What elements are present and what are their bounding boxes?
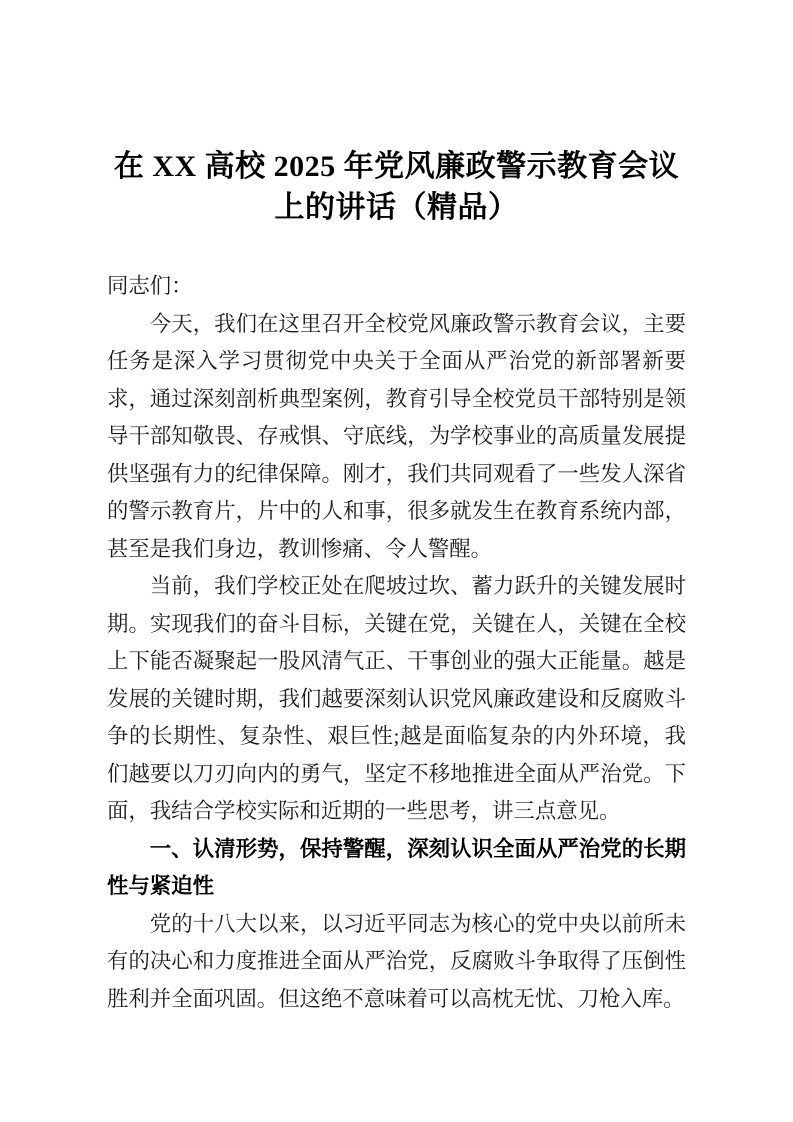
paragraph: 今天，我们在这里召开全校党风廉政警示教育会议，主要任务是深入学习贯彻党中央关于全面从严治党的新部署新要求，通过深刻剖析典型案例，教育引导全校党员干部特别是领导干部知敬畏、存戒惧、守底线，为学校事业的高质量发展提供坚强有力的纪律保障。刚才，我们共同观看了一些发人深省的警示教育片，片中的人和事，很多就发生在教育系统内部，甚至是我们身边，教训惨痛、令人警醒。: [107, 311, 686, 561]
document-title-line-1: 在 XX 高校 2025 年党风廉政警示教育会议: [113, 150, 680, 183]
paragraph: 当前，我们学校正处在爬坡过坎、蓄力跃升的关键发展时期。实现我们的奋斗目标，关键在党，关键在人，关键在全校上下能否凝聚起一股风清气正、干事创业的强大正能量。越是发展的关键时期，我们越要深刻认识党风廉政建设和反腐败斗争的长期性、复杂性、艰巨性;越是面临复杂的内外环境，我们越要以刀刃向内的勇气，坚定不移地推进全面从严治党。下面，我结合学校实际和近期的一些思考，讲三点意见。: [107, 574, 686, 823]
document-body: [107, 268, 686, 1018]
document-title: [107, 146, 686, 228]
paragraph: 党的十八大以来，以习近平同志为核心的党中央以前所未有的决心和力度推进全面从严治党，反腐败斗争取得了压倒性胜利并全面巩固。但这绝不意味着可以高枕无忧、刀枪入库。: [107, 911, 686, 1011]
document-title-line-2: 上的讲话（精品）: [274, 191, 519, 224]
section-heading: 一、认清形势，保持警醒，深刻认识全面从严治党的长期性与紧迫性: [107, 836, 686, 898]
paragraph: 同志们：: [107, 274, 193, 298]
